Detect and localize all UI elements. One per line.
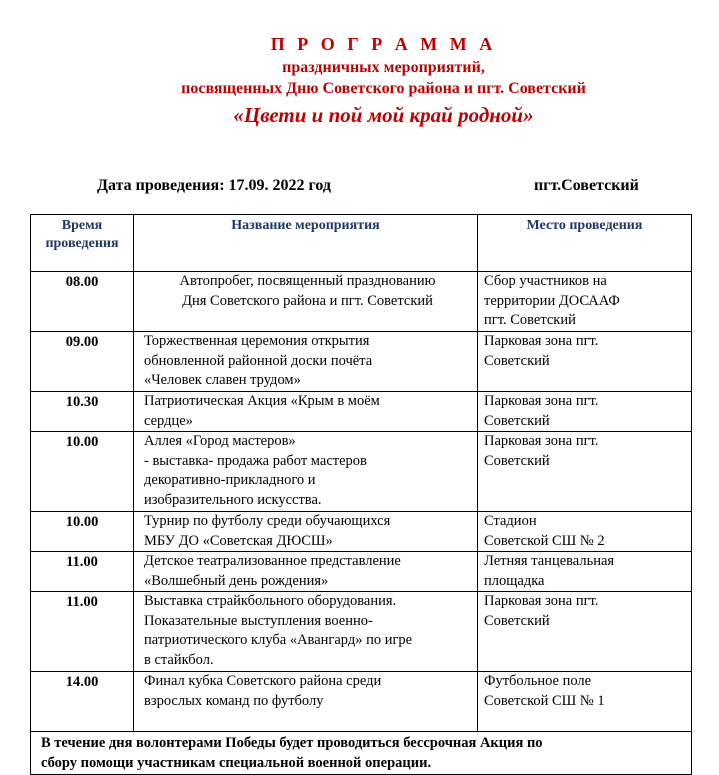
- row-event: Автопробег, посвященный празднованию Дня Советского района и пгт. Советский: [134, 272, 478, 332]
- table-row: [31, 392, 692, 432]
- row-event: Патриотическая Акция «Крым в моём сердце»: [134, 392, 478, 432]
- table-row: [31, 512, 692, 552]
- table-row: [31, 332, 692, 392]
- event-location: пгт.Советский: [534, 177, 639, 194]
- row-place: Парковая зона пгт. Советский: [478, 592, 692, 672]
- program-subtitle-line1: праздничных мероприятий,: [282, 59, 485, 76]
- table-row: [31, 552, 692, 592]
- row-place: Сбор участников на территории ДОСААФ пгт. Советский: [478, 272, 692, 332]
- header-place: Место проведения: [478, 215, 692, 272]
- row-event: Аллея «Город мастеров» - выставка- продажа работ мастеров декоративно-прикладного и изобразительного искусства.: [134, 432, 478, 512]
- table-row: [31, 672, 692, 732]
- row-time: 09.00: [31, 332, 134, 392]
- table-row: [31, 272, 692, 332]
- header-time: Время проведения: [31, 215, 134, 272]
- table-row: [31, 432, 692, 512]
- header-event: Название мероприятия: [134, 215, 478, 272]
- row-place: Парковая зона пгт. Советский: [478, 432, 692, 512]
- program-slogan: «Цвети и пой мой край родной»: [233, 103, 534, 127]
- volunteer-action-note: В течение дня волонтерами Победы будет проводиться бессрочная Акция по сбору помощи участникам специальной военной операции.: [31, 732, 692, 775]
- row-place: Стадион Советской СШ № 2: [478, 512, 692, 552]
- row-event: Выставка страйкбольного оборудования. Показательные выступления военно- патриотического клуба «Авангард» по игре в стайкбол.: [134, 592, 478, 672]
- row-time: 10.30: [31, 392, 134, 432]
- row-place: Парковая зона пгт. Советский: [478, 392, 692, 432]
- row-time: 10.00: [31, 432, 134, 512]
- row-place: Парковая зона пгт. Советский: [478, 332, 692, 392]
- row-time: 11.00: [31, 552, 134, 592]
- event-date: Дата проведения: 17.09. 2022 год: [97, 177, 332, 194]
- row-place: Летняя танцевальная площадка: [478, 552, 692, 592]
- row-time: 08.00: [31, 272, 134, 332]
- table-header-row: [31, 215, 692, 272]
- table-footer-row: [31, 732, 692, 775]
- program-title: П Р О Г Р А М М А: [270, 34, 497, 54]
- row-place: Футбольное поле Советской СШ № 1: [478, 672, 692, 732]
- program-table: [30, 214, 692, 775]
- row-event: Турнир по футболу среди обучающихся МБУ ДО «Советская ДЮСШ»: [134, 512, 478, 552]
- row-time: 11.00: [31, 592, 134, 672]
- row-event: Детское театрализованное представление «Волшебный день рождения»: [134, 552, 478, 592]
- row-event: Торжественная церемония открытия обновленной районной доски почёта «Человек славен трудом»: [134, 332, 478, 392]
- row-time: 14.00: [31, 672, 134, 732]
- table-row: [31, 592, 692, 672]
- row-time: 10.00: [31, 512, 134, 552]
- program-subtitle-line2: посвященных Дню Советского района и пгт. Советский: [181, 80, 586, 97]
- row-event: Финал кубка Советского района среди взрослых команд по футболу: [134, 672, 478, 732]
